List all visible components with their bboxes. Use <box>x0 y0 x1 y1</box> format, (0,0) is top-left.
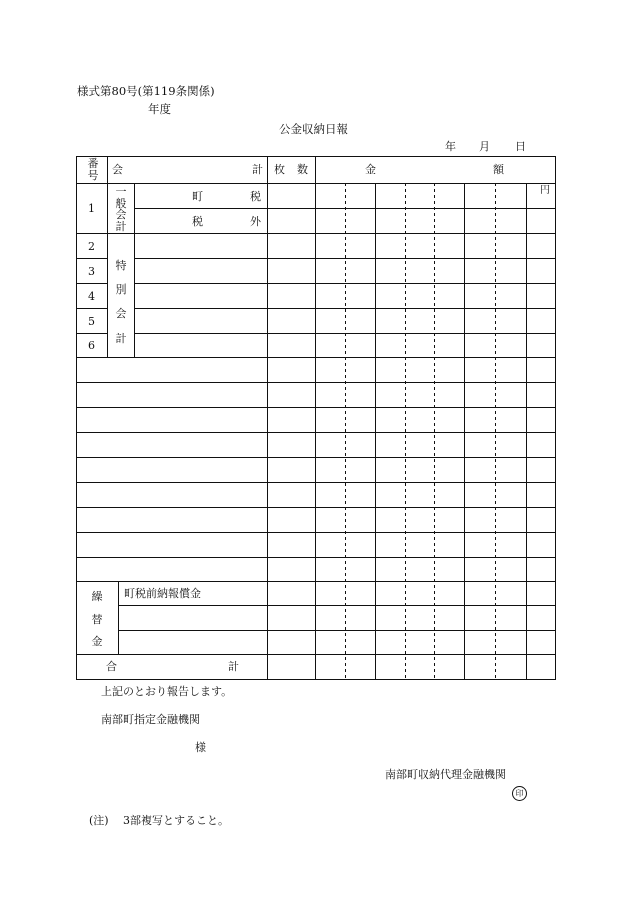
page-title: 公金収納日報 <box>279 122 348 136</box>
general-account-label: 一般会計 <box>115 185 127 233</box>
header-amount-right: 額 <box>493 163 504 176</box>
header-count-right: 数 <box>297 163 308 176</box>
date-year-label: 年 <box>445 140 456 153</box>
fiscal-year-label: 年度 <box>148 102 171 116</box>
transfer-label: 繰替金 <box>91 590 103 649</box>
sender: 南部町収納代理金融機関 <box>385 768 506 781</box>
row-number-3: 3 <box>88 265 95 278</box>
header-count-left: 枚 <box>274 163 285 176</box>
note-text: 3部複写とすること。 <box>123 814 229 827</box>
report-text: 上記のとおり報告します。 <box>101 685 233 698</box>
header-account-right: 計 <box>252 163 263 176</box>
yen-unit: 円 <box>540 185 550 196</box>
row-number-4: 4 <box>88 290 95 303</box>
note-label: (注) <box>89 814 109 827</box>
town-tax-left: 町 <box>192 190 203 203</box>
town-tax-right: 税 <box>250 190 261 203</box>
header-number: 番号 <box>87 157 99 182</box>
row-number-6: 6 <box>88 339 95 352</box>
date-month-label: 月 <box>479 140 490 153</box>
row-number-1: 1 <box>88 202 95 215</box>
date-day-label: 日 <box>515 140 526 153</box>
total-label-left: 合 <box>106 660 117 673</box>
row-number-5: 5 <box>88 315 95 328</box>
transfer-row-1-label: 町税前納報償金 <box>124 587 201 600</box>
non-tax-left: 税 <box>192 215 203 228</box>
form-number: 様式第80号(第119条関係) <box>77 84 215 98</box>
total-label-right: 計 <box>228 660 239 673</box>
non-tax-right: 外 <box>250 215 261 228</box>
row-number-2: 2 <box>88 240 95 253</box>
header-amount-left: 金 <box>365 163 376 176</box>
seal-mark: 印 <box>512 786 527 801</box>
special-account-label: 特別会計 <box>115 259 127 345</box>
addressee: 南部町指定金融機関 <box>101 713 200 726</box>
header-account-left: 会 <box>112 163 123 176</box>
honorific: 様 <box>195 741 206 754</box>
